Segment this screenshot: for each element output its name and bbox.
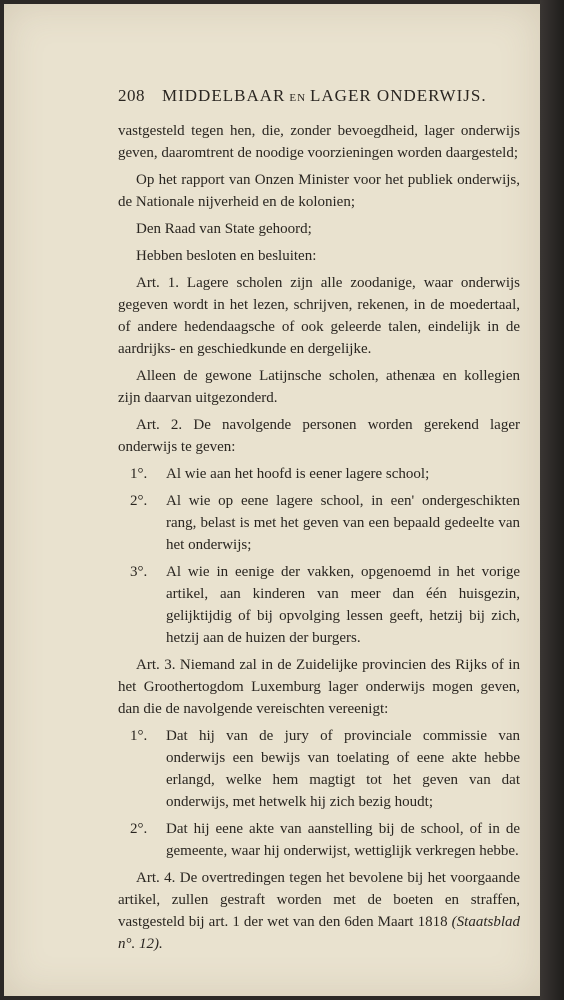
page-text — [118, 86, 520, 960]
paragraph: Op het rapport van Onzen Minister voor het publiek onderwijs, de Nationale nijverheid en de kolonien; — [118, 172, 520, 210]
book-spine — [540, 0, 564, 1000]
item-text: Al wie aan het hoofd is eener lagere school; — [166, 466, 430, 482]
article-3: Art. 3. Niemand zal in de Zuidelijke provincien des Rijks of in het Groothertogdom Luxemburg lager onderwijs mogen geven, dan die de navolgende vereischten vereenigt: — [118, 657, 520, 717]
list-item — [118, 818, 520, 862]
running-title-conj: EN — [289, 92, 307, 104]
paragraph: Den Raad van State gehoord; — [136, 221, 312, 237]
running-header — [118, 86, 520, 106]
list-item — [118, 725, 520, 813]
page-number: 208 — [118, 86, 145, 105]
article-1: Art. 1. Lagere scholen zijn alle zoodanige, waar onderwijs gegeven wordt in het lezen, schrijven, rekenen, in de moedertaal, of andere hedendaagsche of ook geleerde talen, eindelijk in de aardrijks- en geschiedkunde en dergelijke. — [118, 275, 520, 357]
item-number: 3°. — [130, 564, 148, 580]
list-item — [118, 463, 520, 485]
item-text: Dat hij van de jury of provinciale commissie van onderwijs een bewijs van toelating of eene akte hebbe erlangd, welke hem magtigt tot het geven van dat onderwijs, met hetwelk hij zich bezig houdt; — [166, 728, 520, 810]
item-number: 2°. — [130, 821, 148, 837]
paragraph: Hebben besloten en besluiten: — [136, 248, 317, 264]
item-text: Al wie in eenige der vakken, opgenoemd in het vorige artikel, aan kinderen van meer dan één huisgezin, gelijktijdig of bij opvolging lessen geeft, hetzij bij zich, hetzij aan de huizen der burgers. — [166, 564, 520, 646]
running-title — [162, 86, 487, 106]
item-number: 2°. — [130, 493, 148, 509]
article-4 — [118, 867, 520, 955]
item-text: Al wie op eene lagere school, in een' ondergeschikten rang, belast is met het geven van een bepaald gedeelte van het onderwijs; — [166, 493, 520, 553]
list-item — [118, 561, 520, 649]
list-item — [118, 490, 520, 556]
article-4-text: Art. 4. De overtredingen tegen het bevolene bij het voorgaande artikel, zullen gestraft worden met de boeten en straffen, vastgesteld bij art. 1 der wet van den 6den Maart 1818 — [118, 870, 520, 930]
paragraph: Alleen de gewone Latijnsche scholen, athenæa en kollegien zijn daarvan uitgezonderd. — [118, 368, 520, 406]
article-2: Art. 2. De navolgende personen worden gerekend lager onderwijs te geven: — [118, 417, 520, 455]
running-title-part2: LAGER ONDERWIJS. — [310, 86, 487, 105]
article-4-citation: (Staatsblad n°. 12). — [118, 914, 521, 952]
item-number: 1°. — [130, 728, 148, 744]
item-text: Dat hij eene akte van aanstelling bij de school, of in de gemeente, waar hij onderwijst, wettiglijk verkregen hebbe. — [166, 821, 520, 859]
running-title-part1: MIDDELBAAR — [162, 86, 286, 105]
paragraph: vastgesteld tegen hen, die, zonder bevoegdheid, lager onderwijs geven, daaromtrent de noodige voorzieningen worden daargesteld; — [118, 123, 520, 161]
item-number: 1°. — [130, 466, 148, 482]
